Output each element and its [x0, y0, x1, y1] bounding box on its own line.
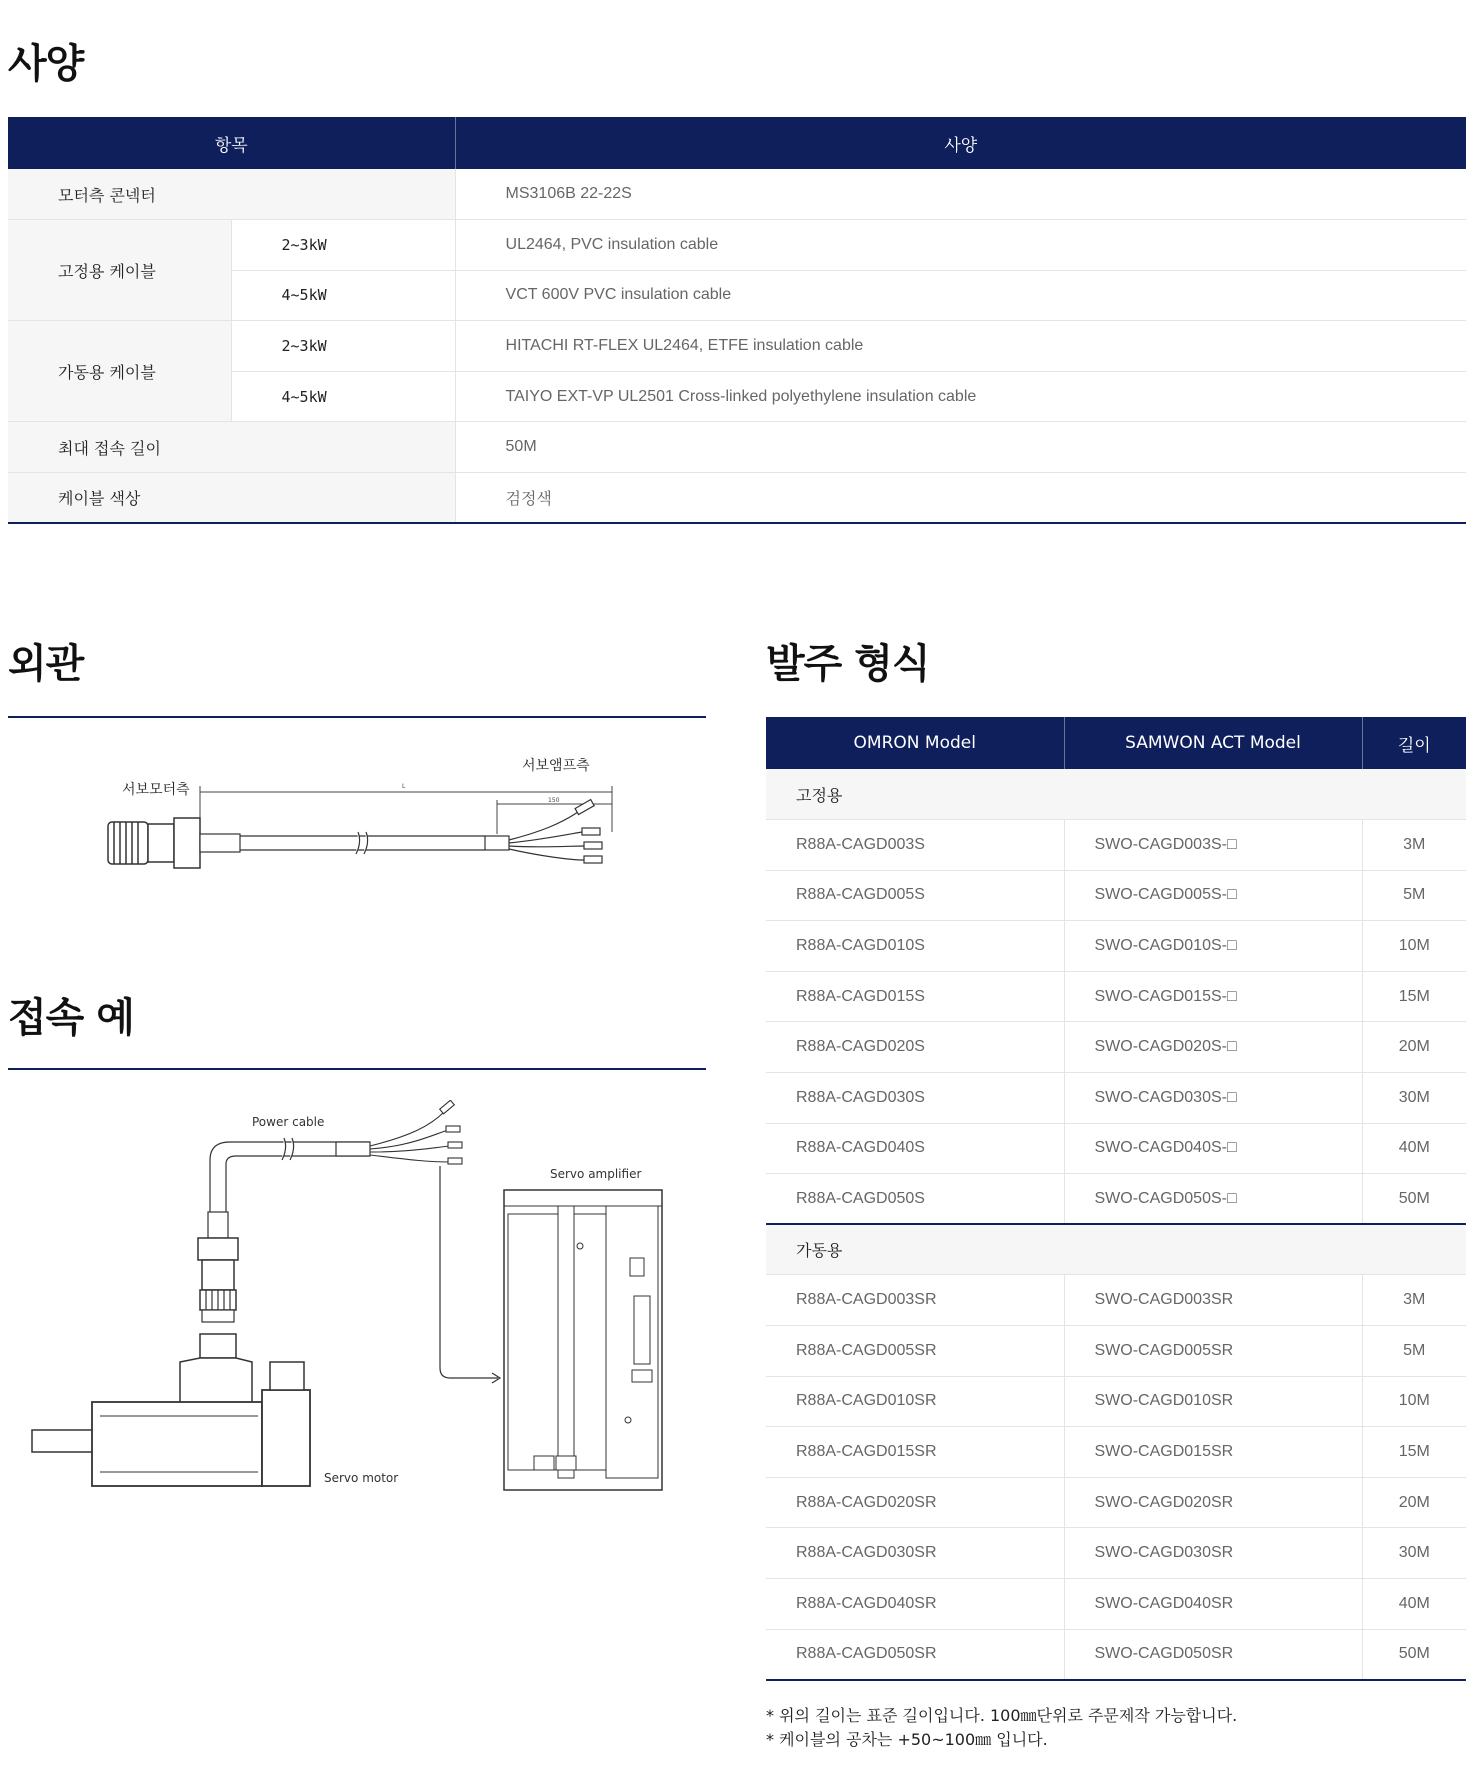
cable-length: 10M [1362, 921, 1466, 972]
spec-label: 케이블 색상 [8, 473, 455, 524]
order-section-title: 발주 형식 [766, 641, 930, 687]
connection-divider [8, 1068, 706, 1070]
spec-sub-label: 2~3kW [231, 220, 455, 271]
samwon-model: SWO-CAGD015SR [1064, 1427, 1362, 1478]
cable-length: 3M [1362, 1275, 1466, 1326]
samwon-model: SWO-CAGD010SR [1064, 1376, 1362, 1427]
omron-model: R88A-CAGD050SR [766, 1629, 1064, 1680]
servo-motor-label: Servo motor [324, 1471, 399, 1485]
cable-length: 30M [1362, 1528, 1466, 1579]
order-row [766, 1629, 1466, 1680]
spec-value: VCT 600V PVC insulation cable [455, 270, 1466, 321]
samwon-model: SWO-CAGD020SR [1064, 1477, 1362, 1528]
dim-l-label: L [402, 783, 406, 790]
appearance-divider [8, 716, 706, 718]
spec-row-movable-1 [8, 321, 1466, 372]
order-row [766, 1174, 1466, 1225]
omron-model: R88A-CAGD003S [766, 820, 1064, 871]
samwon-model: SWO-CAGD003S-□ [1064, 820, 1362, 871]
spec-row-color [8, 473, 1466, 524]
order-header-length: 길이 [1362, 717, 1466, 769]
spec-sub-label: 4~5kW [231, 270, 455, 321]
cable-length: 20M [1362, 1477, 1466, 1528]
omron-model: R88A-CAGD020S [766, 1022, 1064, 1073]
samwon-model: SWO-CAGD050S-□ [1064, 1174, 1362, 1225]
spec-row-connector [8, 169, 1466, 220]
connection-section-title: 접속 예 [8, 995, 134, 1041]
spec-value: TAIYO EXT-VP UL2501 Cross-linked polyethylene insulation cable [455, 371, 1466, 422]
omron-model: R88A-CAGD005S [766, 870, 1064, 921]
omron-model: R88A-CAGD010SR [766, 1376, 1064, 1427]
spec-table [8, 117, 1466, 524]
order-row [766, 1275, 1466, 1326]
cable-length: 30M [1362, 1073, 1466, 1124]
omron-model: R88A-CAGD030S [766, 1073, 1064, 1124]
spec-label: 가동용 케이블 [8, 321, 231, 422]
omron-model: R88A-CAGD020SR [766, 1477, 1064, 1528]
samwon-model: SWO-CAGD050SR [1064, 1629, 1362, 1680]
power-cable-label: Power cable [252, 1115, 325, 1129]
cable-length: 50M [1362, 1629, 1466, 1680]
spec-header-spec: 사양 [455, 117, 1466, 169]
samwon-model: SWO-CAGD003SR [1064, 1275, 1362, 1326]
order-row [766, 820, 1466, 871]
samwon-model: SWO-CAGD005SR [1064, 1326, 1362, 1377]
samwon-model: SWO-CAGD005S-□ [1064, 870, 1362, 921]
cable-length: 3M [1362, 820, 1466, 871]
spec-label: 모터측 콘넥터 [8, 169, 455, 220]
cable-length: 20M [1362, 1022, 1466, 1073]
spec-section-title: 사양 [8, 41, 84, 87]
order-note: * 케이블의 공차는 +50~100㎜ 입니다. [766, 1730, 1048, 1749]
order-group-label: 가동용 [766, 1224, 1466, 1275]
spec-label: 최대 접속 길이 [8, 422, 455, 473]
order-group-movable [766, 1224, 1466, 1275]
samwon-model: SWO-CAGD020S-□ [1064, 1022, 1362, 1073]
dim-150-label: 150 [548, 797, 560, 804]
order-notes [766, 1704, 1237, 1752]
spec-row-maxlen [8, 422, 1466, 473]
order-row [766, 1022, 1466, 1073]
spec-value: MS3106B 22-22S [455, 169, 1466, 220]
spec-sub-label: 4~5kW [231, 371, 455, 422]
spec-header-row [8, 117, 1466, 169]
order-header-samwon: SAMWON ACT Model [1064, 717, 1362, 769]
spec-value: 검정색 [455, 473, 1466, 524]
omron-model: R88A-CAGD005SR [766, 1326, 1064, 1377]
order-note: * 위의 길이는 표준 길이입니다. 100㎜단위로 주문제작 가능합니다. [766, 1706, 1238, 1725]
cable-length: 15M [1362, 1427, 1466, 1478]
spec-value: 50M [455, 422, 1466, 473]
cable-length: 5M [1362, 870, 1466, 921]
samwon-model: SWO-CAGD010S-□ [1064, 921, 1362, 972]
cable-length: 15M [1362, 971, 1466, 1022]
appearance-section-title: 외관 [8, 641, 84, 687]
omron-model: R88A-CAGD003SR [766, 1275, 1064, 1326]
order-table [766, 717, 1466, 1681]
order-row [766, 1376, 1466, 1427]
omron-model: R88A-CAGD040S [766, 1123, 1064, 1174]
order-row [766, 1427, 1466, 1478]
samwon-model: SWO-CAGD030S-□ [1064, 1073, 1362, 1124]
order-group-fixed [766, 769, 1466, 820]
amp-side-label: 서보앰프측 [522, 758, 590, 774]
samwon-model: SWO-CAGD015S-□ [1064, 971, 1362, 1022]
spec-label: 고정용 케이블 [8, 220, 231, 321]
order-row [766, 1477, 1466, 1528]
motor-side-label: 서보모터측 [122, 782, 190, 798]
omron-model: R88A-CAGD050S [766, 1174, 1064, 1225]
order-group-label: 고정용 [766, 769, 1466, 820]
order-row [766, 1326, 1466, 1377]
omron-model: R88A-CAGD015S [766, 971, 1064, 1022]
servo-amplifier-label: Servo amplifier [550, 1167, 642, 1181]
spec-value: HITACHI RT-FLEX UL2464, ETFE insulation cable [455, 321, 1466, 372]
samwon-model: SWO-CAGD040S-□ [1064, 1123, 1362, 1174]
cable-length: 10M [1362, 1376, 1466, 1427]
order-row [766, 1073, 1466, 1124]
cable-length: 40M [1362, 1123, 1466, 1174]
omron-model: R88A-CAGD010S [766, 921, 1064, 972]
omron-model: R88A-CAGD030SR [766, 1528, 1064, 1579]
spec-value: UL2464, PVC insulation cable [455, 220, 1466, 271]
cable-length: 50M [1362, 1174, 1466, 1225]
spec-sub-label: 2~3kW [231, 321, 455, 372]
appearance-diagram [100, 752, 620, 882]
order-row [766, 1528, 1466, 1579]
order-row [766, 870, 1466, 921]
connection-diagram [30, 1100, 680, 1500]
order-header-omron: OMRON Model [766, 717, 1064, 769]
samwon-model: SWO-CAGD040SR [1064, 1579, 1362, 1630]
omron-model: R88A-CAGD015SR [766, 1427, 1064, 1478]
omron-model: R88A-CAGD040SR [766, 1579, 1064, 1630]
order-row [766, 1579, 1466, 1630]
order-header-row [766, 717, 1466, 769]
order-row [766, 971, 1466, 1022]
spec-row-fixed-1 [8, 220, 1466, 271]
spec-header-item: 항목 [8, 117, 455, 169]
cable-length: 5M [1362, 1326, 1466, 1377]
order-row [766, 921, 1466, 972]
cable-length: 40M [1362, 1579, 1466, 1630]
samwon-model: SWO-CAGD030SR [1064, 1528, 1362, 1579]
order-row [766, 1123, 1466, 1174]
